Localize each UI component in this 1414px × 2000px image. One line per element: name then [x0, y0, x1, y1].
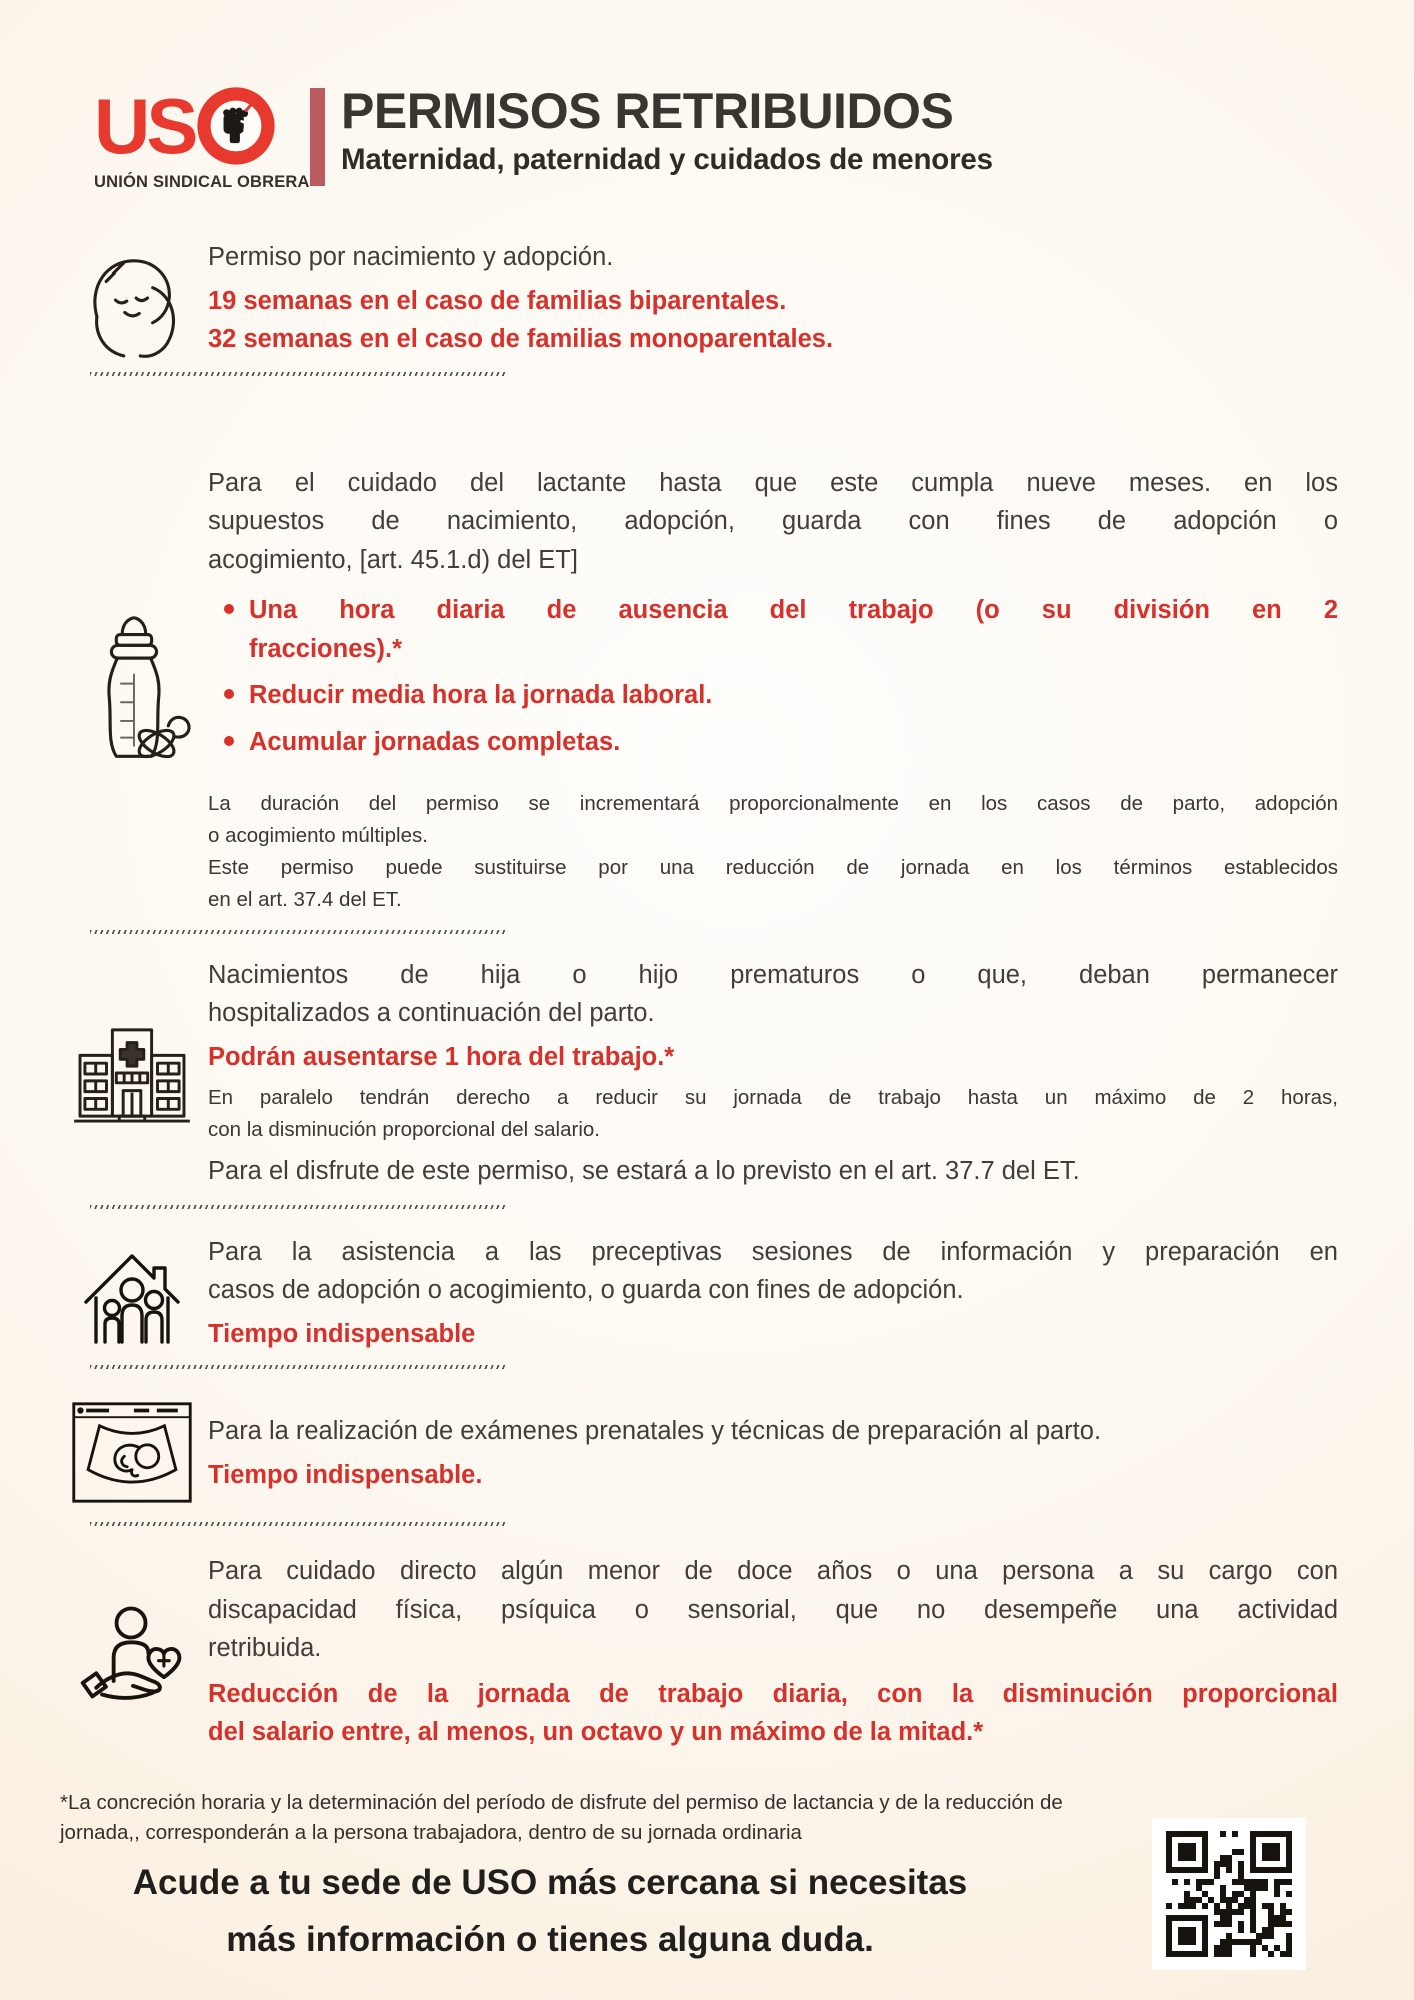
section-intro — [208, 464, 1338, 579]
intro-line: Nacimientos de hija o hijo prematuros o que, deban permanecer — [208, 960, 1338, 989]
section-note — [208, 1082, 1338, 1146]
bullet-line: Acumular jornadas completas. — [249, 728, 621, 756]
section-outro: Para el disfrute de este permiso, se estará a lo previsto en el art. 37.7 del ET. — [208, 1157, 1080, 1186]
section-intro — [208, 956, 1338, 1033]
intro-line: acogimiento, [art. 45.1.d) del ET] — [208, 545, 578, 574]
cta-line: más información o tienes alguna duda. — [226, 1919, 874, 1959]
note-line: o acogimiento múltiples. — [208, 823, 428, 847]
section-intro: Permiso por nacimiento y adopción. — [208, 242, 614, 271]
intro-line: retribuida. — [208, 1633, 322, 1662]
qr-code-icon — [1166, 1831, 1292, 1957]
family-house-icon — [72, 1238, 192, 1348]
section-examenes-prenatales — [0, 1399, 1414, 1506]
caregiving-hand-icon — [73, 1594, 191, 1710]
highlight-line: Reducción de la jornada de trabajo diaria, con la disminución proporcional — [208, 1680, 1338, 1709]
dotted-divider — [90, 930, 508, 934]
title-block — [341, 83, 993, 177]
bullet-list — [222, 591, 1338, 762]
section-highlight: Tiempo indispensable — [208, 1320, 476, 1349]
intro-line: casos de adopción o acogimiento, o guarda con fines de adopción. — [208, 1275, 964, 1304]
note-line: con la disminución proporcional del salario. — [208, 1118, 600, 1142]
dotted-divider — [90, 1365, 508, 1369]
section-highlight: Podrán ausentarse 1 hora del trabajo.* — [208, 1043, 675, 1072]
section-intro — [208, 1552, 1338, 1667]
bullet-line: fracciones).* — [249, 634, 403, 663]
intro-line: Para el cuidado del lactante hasta que este cumpla nueve meses. en los — [208, 469, 1338, 497]
bullet-item — [222, 723, 1338, 762]
section-nacimiento-adopcion — [0, 236, 1414, 360]
logo-text: US — [94, 82, 195, 170]
section-cuidado-lactante — [0, 464, 1414, 916]
footnote-line: jornada,, corresponderán a la persona trabajadora, dentro de su jornada ordinaria — [60, 1821, 802, 1845]
dotted-divider — [90, 372, 508, 376]
ultrasound-icon — [69, 1399, 195, 1506]
intro-line: supuestos de nacimiento, adopción, guarda con fines de adopción o — [208, 507, 1338, 536]
dotted-divider — [90, 1522, 508, 1526]
qr-code — [1152, 1818, 1306, 1970]
title-divider-bar — [310, 88, 325, 186]
intro-line: Para la asistencia a las preceptivas sesiones de información y preparación en — [208, 1237, 1338, 1266]
bullet-item — [222, 676, 1338, 715]
section-highlight: 19 semanas en el caso de familias biparentales. — [208, 286, 787, 315]
highlight-line: del salario entre, al menos, un octavo y un máximo de la mitad.* — [208, 1718, 984, 1747]
logo-subtext: UNIÓN SINDICAL OBRERA — [94, 173, 310, 191]
cta-line: Acude a tu sede de USO más cercana si necesitas — [132, 1863, 968, 1903]
header — [0, 0, 1414, 192]
section-highlight: 32 semanas en el caso de familias monoparentales. — [208, 325, 834, 354]
section-highlight: Tiempo indispensable. — [208, 1460, 483, 1489]
bullet-line: Una hora diaria de ausencia del trabajo (o su división en 2 — [249, 595, 1338, 624]
note-line: La duración del permiso se incrementará proporcionalmente en los casos de parto, adopción — [208, 791, 1338, 815]
section-highlight — [208, 1675, 1338, 1752]
page-title: PERMISOS RETRIBUIDOS — [341, 83, 954, 139]
note-line: En paralelo tendrán derecho a reducir su jornada de trabajo hasta un máximo de 2 horas, — [208, 1086, 1338, 1110]
bullet-item — [222, 591, 1338, 669]
bullet-line: Reducir media hora la jornada laboral. — [249, 681, 713, 710]
baby-bottle-icon — [72, 609, 192, 771]
intro-line: discapacidad física, psíquica o sensorial, que no desempeñe una actividad — [208, 1595, 1338, 1624]
intro-line: Para cuidado directo algún menor de doce años o una persona a su cargo con — [208, 1557, 1338, 1586]
section-cuidado-directo — [0, 1552, 1414, 1751]
logo-fist-in-circle-icon — [197, 87, 275, 165]
section-sesiones-adopcion — [0, 1233, 1414, 1354]
section-intro: Para la realización de exámenes prenatales y técnicas de preparación al parto. — [208, 1416, 1102, 1445]
page-subtitle: Maternidad, paternidad y cuidados de menores — [341, 143, 993, 176]
section-intro — [208, 1233, 1338, 1310]
logo-wordmark — [94, 82, 294, 170]
uso-logo — [94, 82, 310, 192]
section-prematuros-hospitalizados — [0, 956, 1414, 1191]
hospital-icon — [68, 1022, 196, 1124]
note-line: Este permiso puede sustituirse por una reducción de jornada en los términos establecidos — [208, 855, 1338, 879]
cta-text — [0, 1855, 1100, 1968]
dotted-divider — [90, 1205, 508, 1209]
note-line: en el art. 37.4 del ET. — [208, 887, 402, 911]
section-note — [208, 788, 1338, 916]
intro-line: hospitalizados a continuación del parto. — [208, 998, 655, 1027]
swaddled-baby-icon — [70, 236, 194, 360]
footnote-line: *La concreción horaria y la determinación del período de disfrute del permiso de lactancia y de la reducción de — [60, 1790, 1063, 1814]
